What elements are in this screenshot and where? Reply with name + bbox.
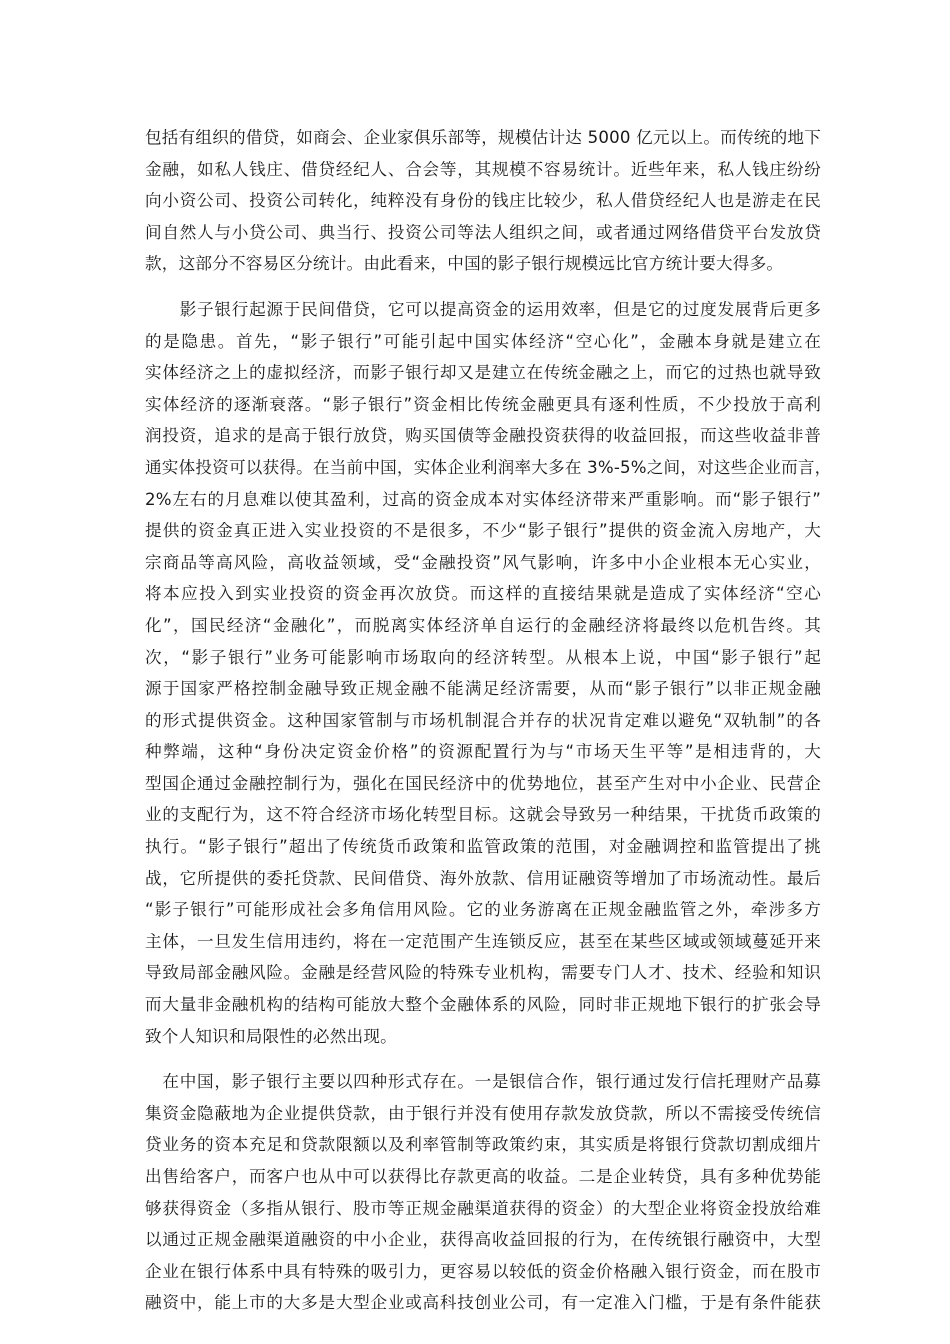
text-line: 战，它所提供的委托贷款、民间借贷、海外放款、信用证融资等增加了市场流动性。最后 [145, 868, 821, 888]
text-line: 款，这部分不容易区分统计。由此看来，中国的影子银行规模远比官方统计要大得多。 [145, 254, 784, 274]
text-line: 的是隐患。首先，“影子银行”可能引起中国实体经济“空心化”，金融本身就是建立在 [145, 331, 821, 351]
paragraph-3 [145, 1066, 821, 1319]
text-line: 执行。“影子银行”超出了传统货币政策和监管政策的范围，对金融调控和监管提出了挑 [145, 837, 821, 857]
text-line: 2%左右的月息难以使其盈利，过高的资金成本对实体经济带来严重影响。而“影子银行” [145, 489, 821, 509]
text-line: 宗商品等高风险，高收益领域，受“金融投资”风气影响，许多中小企业根本无心实业， [145, 552, 821, 572]
text-line: 实体经济的逐渐衰落。“影子银行”资金相比传统金融更具有逐利性质，不少投放于高利 [145, 394, 821, 414]
text-line: 在中国，影子银行主要以四种形式存在。一是银信合作，银行通过发行信托理财产品募 [145, 1072, 821, 1092]
text-line: 够获得资金（多指从银行、股市等正规金融渠道获得的资金）的大型企业将资金投放给难 [145, 1198, 821, 1218]
text-line: 导致局部金融风险。金融是经营风险的特殊专业机构，需要专门人才、技术、经验和知识 [145, 963, 821, 983]
text-line: 的形式提供资金。这种国家管制与市场机制混合并存的状况肯定难以避免“双轨制”的各 [145, 710, 821, 730]
text-line: 出售给客户，而客户也从中可以获得比存款更高的收益。二是企业转贷，具有多种优势能 [145, 1167, 821, 1186]
text-line: 间自然人与小贷公司、典当行、投资公司等法人组织之间，或者通过网络借贷平台发放贷 [145, 222, 821, 242]
document-page [145, 122, 832, 1319]
text-line: 实体经济之上的虚拟经济，而影子银行却又是建立在传统金融之上，而它的过热也就导致 [145, 363, 821, 383]
text-line: 型国企通过金融控制行为，强化在国民经济中的优势地位，甚至产生对中小企业、民营企 [145, 773, 821, 793]
text-line: 而大量非金融机构的结构可能放大整个金融体系的风险，同时非正规地下银行的扩张会导 [145, 995, 821, 1015]
paragraph-2 [145, 294, 832, 1052]
text-line: 将本应投入到实业投资的资金再次放贷。而这样的直接结果就是造成了实体经济“空心 [145, 584, 821, 604]
text-line: 化”，国民经济“金融化”，而脱离实体经济单自运行的金融经济将最终以危机告终。其 [145, 615, 821, 635]
text-line: 种弊端，这种“身份决定资金价格”的资源配置行为与“市场天生平等”是相违背的，大 [145, 742, 821, 762]
paragraph-1 [145, 122, 821, 280]
text-line: 通实体投资可以获得。在当前中国，实体企业利润率大多在 3%-5%之间，对这些企业而言， [145, 457, 832, 477]
text-line: 主体，一旦发生信用违约，将在一定范围产生连锁反应，甚至在某些区域或领域蔓延开来 [145, 931, 821, 951]
text-line: 业的支配行为，这不符合经济市场化转型目标。这就会导致另一种结果，干扰货币政策的 [145, 805, 821, 825]
text-line: 影子银行起源于民间借贷，它可以提高资金的运用效率，但是它的过度发展背后更多 [145, 299, 821, 319]
text-line: 融资中，能上市的大多是大型企业或高科技创业公司，有一定准入门槛，于是有条件能获 [145, 1293, 821, 1313]
text-line: 金融，如私人钱庄、借贷经纪人、合会等，其规模不容易统计。近些年来，私人钱庄纷纷 [145, 159, 821, 179]
text-line: 致个人知识和局限性的必然出现。 [145, 1026, 397, 1046]
text-line: 以通过正规金融渠道融资的中小企业，获得高收益回报的行为，在传统银行融资中，大型 [145, 1230, 821, 1250]
text-line: 包括有组织的借贷，如商会、企业家俱乐部等，规模估计达 5000 亿元以上。而传统的地下 [145, 128, 821, 147]
text-line: “影子银行”可能形成社会多角信用风险。它的业务游离在正规金融监管之外，牵涉多方 [145, 900, 821, 920]
text-line: 企业在银行体系中具有特殊的吸引力，更容易以较低的资金价格融入银行资金，而在股市 [145, 1261, 821, 1281]
text-line: 集资金隐蔽地为企业提供贷款，由于银行并没有使用存款发放贷款，所以不需接受传统信 [145, 1103, 821, 1123]
text-line: 提供的资金真正进入实业投资的不是很多，不少“影子银行”提供的资金流入房地产，大 [145, 521, 821, 541]
text-line: 源于国家严格控制金融导致正规金融不能满足经济需要，从而“影子银行”以非正规金融 [145, 679, 821, 699]
text-line: 润投资，追求的是高于银行放贷，购买国债等金融投资获得的收益回报，而这些收益非普 [145, 426, 821, 446]
text-line: 次，“影子银行”业务可能影响市场取向的经济转型。从根本上说，中国“影子银行”起 [145, 647, 821, 667]
text-line: 贷业务的资本充足和贷款限额以及利率管制等政策约束，其实质是将银行贷款切割成细片 [145, 1135, 821, 1155]
text-line: 向小资公司、投资公司转化，纯粹没有身份的钱庄比较少，私人借贷经纪人也是游走在民 [145, 191, 821, 211]
